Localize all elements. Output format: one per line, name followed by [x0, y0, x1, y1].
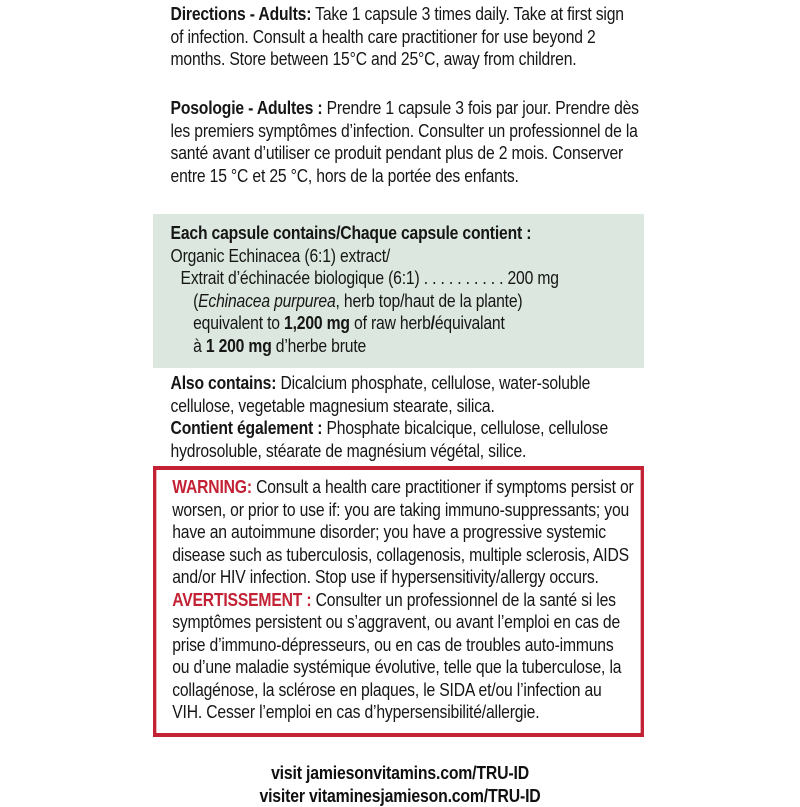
directions-section: [153, 3, 644, 71]
also-contains-paragraph: [153, 372, 644, 417]
contient-egalement-heading: Contient également :: [170, 417, 323, 438]
posologie-text: Prendre 1 capsule 3 fois par jour. Prendre dès les premiers symptômes d’infection. Consulter un professionnel de la santé avant d’utiliser ce produit pendant plus de 2 mois. Conserver entre 15 °C et 25 °C, hors de la portée des enfants.: [170, 97, 639, 186]
warning-heading-fr: AVERTISSEMENT :: [172, 588, 312, 610]
posologie-paragraph: [153, 97, 644, 187]
ingredient-name-fr-with-amount: Extrait d’échinacée biologique (6:1) . . . . . . . . . . 200 mg: [180, 267, 559, 288]
posologie-heading: Posologie - Adultes :: [170, 97, 323, 118]
equivalent-fr-prefix: à: [193, 334, 206, 356]
equivalent-amount-fr: 1 200 mg: [205, 334, 272, 356]
warning-box: [153, 466, 644, 737]
dose-panel-heading: Each capsule contains/Chaque capsule contient :: [170, 222, 532, 243]
equivalent-middle: of raw herb: [349, 312, 431, 333]
posologie-section: [153, 97, 644, 187]
botanical-plant-part: , herb top/haut de la plante): [335, 289, 523, 311]
equivalent-prefix: equivalent to: [193, 312, 285, 333]
directions-text: Take 1 capsule 3 times daily. Take at first sign of infection. Consult a health care practitioner for use beyond 2 months. Store between 15°C and 25°C, away from children.: [170, 3, 624, 69]
footer-url-en: visit jamiesonvitamins.com/TRU-ID: [271, 762, 529, 783]
footer-links: [60, 761, 740, 807]
botanical-latin-name: Echinacea purpurea: [198, 289, 336, 311]
supplement-label-panel: [153, 0, 644, 800]
contient-egalement-text: Phosphate bicalcique, cellulose, cellulose hydrosoluble, stéarate de magnésium végétal, silice.: [170, 417, 609, 461]
non-medicinal-ingredients-section: [153, 372, 644, 462]
botanical-source-line: [171, 290, 631, 313]
footer-url-fr: visiter vitaminesjamieson.com/TRU-ID: [259, 785, 541, 806]
medicinal-ingredients-panel: [153, 214, 644, 368]
warning-heading-en: WARNING:: [172, 476, 252, 497]
directions-heading: Directions - Adults:: [170, 3, 312, 24]
directions-paragraph: [153, 3, 644, 71]
also-contains-text: Dicalcium phosphate, cellulose, water-soluble cellulose, vegetable magnesium stearate, silica.: [170, 372, 591, 416]
language-divider-slash: /: [430, 312, 435, 333]
warning-text-fr: Consulter un professionnel de la santé si les symptômes persistent ou s’aggravent, ou avant l’emploi en cas de prise d’immuno-dépresseurs, ou en cas de troubles auto-immuns ou d’une maladie systémique évolutive, telle que la tuberculose, la collagénose, la sclérose en plaques, le SIDA et/ou l’infection au VIH. Cesser l’emploi en cas d’hypersensibilité/allergie.: [172, 588, 622, 722]
equivalent-fr-tail: d’herbe brute: [271, 334, 367, 356]
equivalent-tail-fr: équivalant: [434, 312, 505, 333]
ingredient-name-en: Organic Echinacea (6:1) extract/: [170, 244, 391, 266]
raw-herb-equivalent-line-fr: [171, 335, 631, 358]
contient-egalement-paragraph: [153, 417, 644, 462]
warning-text-en: Consult a health care practitioner if symptoms persist or worsen, or prior to use if: you are taking immuno-suppressants; you have an autoimmune disorder; you have a progressive systemic disease such as tuberculosis, collagenosis, multiple sclerosis, AIDS and/or HIV infection. Stop use if hypersensitivity/allergy occurs.: [172, 476, 634, 587]
warning-paragraph: [172, 476, 634, 724]
raw-herb-equivalent-line-en: [171, 312, 631, 335]
botanical-open-paren: (: [193, 289, 199, 311]
also-contains-heading: Also contains:: [170, 372, 277, 393]
equivalent-amount-en: 1,200 mg: [284, 312, 350, 333]
